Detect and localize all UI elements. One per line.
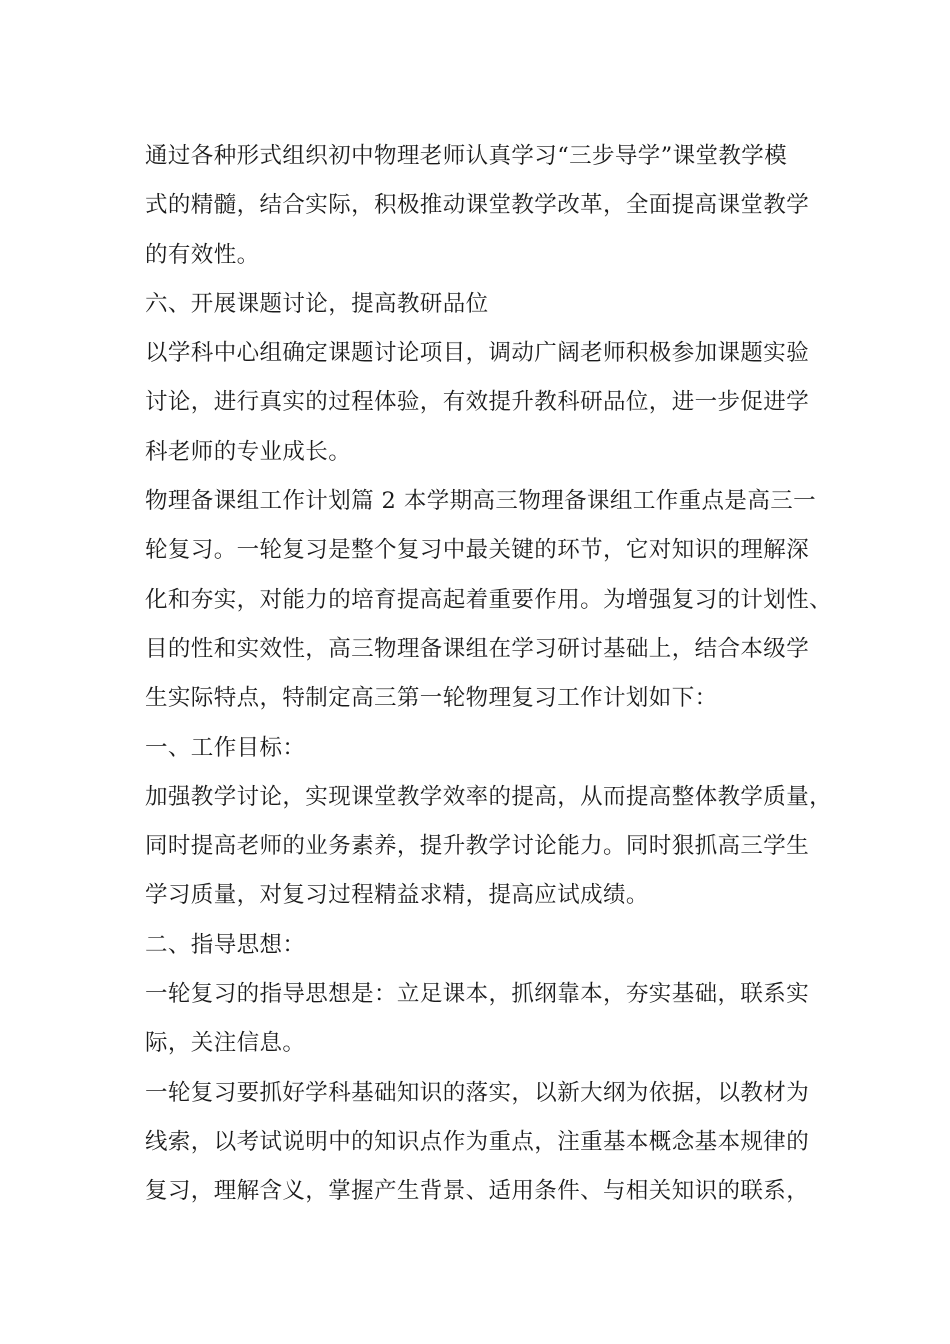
document-body (145, 132, 833, 1217)
text-line: 同时提高老师的业务素养，提升教学讨论能力。同时狠抓高三学生 (145, 833, 810, 860)
text-line: 科老师的专业成长。 (145, 438, 352, 465)
text-line: 通过各种形式组织初中物理老师认真学习“三步导学”课堂教学模 (145, 143, 788, 169)
text-line: 以学科中心组确定课题讨论项目，调动广阔老师积极参加课题实验 (145, 340, 810, 367)
text-line: 复习，理解含义，掌握产生背景、适用条件、与相关知识的联系， (145, 1178, 810, 1205)
text-line: 线索，以考试说明中的知识点作为重点，注重基本概念基本规律的 (145, 1128, 810, 1155)
text-line: 生实际特点，特制定高三第一轮物理复习工作计划如下： (145, 685, 718, 712)
text-line: 目的性和实效性，高三物理备课组在学习研讨基础上，结合本级学 (145, 635, 810, 662)
text-line: 的有效性。 (145, 241, 260, 268)
text-line: 轮复习。一轮复习是整个复习中最关键的环节，它对知识的理解深 (145, 537, 810, 564)
text-line: 际，关注信息。 (145, 1030, 306, 1057)
section-heading: 一、工作目标： (145, 734, 306, 761)
section-heading: 二、指导思想： (145, 931, 306, 958)
text-line: 讨论，进行真实的过程体验，有效提升教科研品位，进一步促进学 (145, 389, 810, 416)
section-heading: 六、开展课题讨论，提高教研品位 (145, 290, 489, 317)
text-line: 物理备课组工作计划篇 2 本学期高三物理备课组工作重点是高三一 (145, 488, 817, 515)
text-line: 化和夯实，对能力的培育提高起着重要作用。为增强复习的计划性、 (145, 586, 833, 613)
text-line: 一轮复习的指导思想是：立足课本，抓纲靠本，夯实基础，联系实 (145, 981, 810, 1008)
text-line: 学习质量，对复习过程精益求精，提高应试成绩。 (145, 882, 649, 909)
text-line: 加强教学讨论，实现课堂教学效率的提高，从而提高整体教学质量， (145, 783, 833, 810)
text-line: 式的精髓，结合实际，积极推动课堂教学改革，全面提高课堂教学 (145, 192, 810, 219)
text-line: 一轮复习要抓好学科基础知识的落实，以新大纲为依据，以教材为 (145, 1079, 810, 1106)
